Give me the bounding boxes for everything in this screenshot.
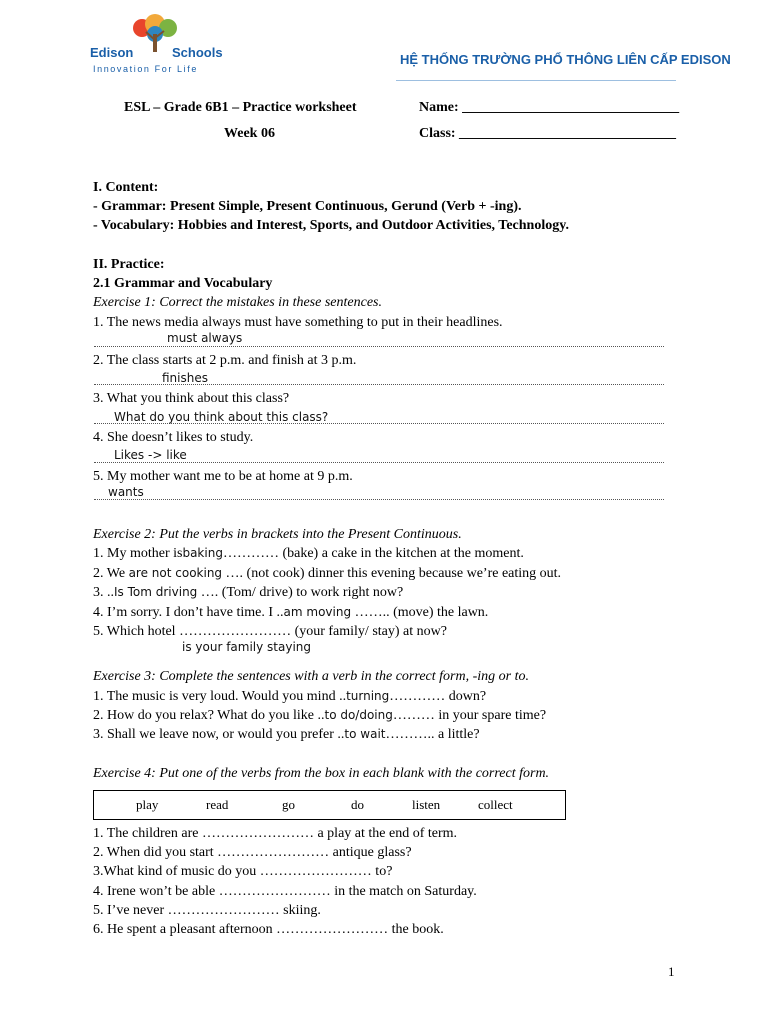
ex2-item-3-pre: 3. .. bbox=[93, 585, 114, 600]
ex1-answer-line-4[interactable] bbox=[94, 462, 664, 463]
box-word-read: read bbox=[206, 797, 229, 812]
ex1-answer-3: What do you think about this class? bbox=[114, 410, 329, 424]
header-divider bbox=[396, 80, 676, 81]
ex3-item-3-pre: 3. Shall we leave now, or would you prefer .. bbox=[93, 727, 345, 742]
box-word-collect: collect bbox=[478, 797, 513, 812]
ex1-answer-5: wants bbox=[108, 485, 144, 499]
content-heading: I. Content: bbox=[93, 180, 159, 195]
ex1-instruction: Exercise 1: Correct the mistakes in these sentences. bbox=[93, 295, 382, 310]
box-word-listen: listen bbox=[412, 797, 441, 812]
ex2-item-2-pre: 2. We bbox=[93, 566, 126, 581]
ex2-item-5 bbox=[93, 624, 447, 640]
ex4-item-4[interactable]: 4. Irene won’t be able …………………… in the match on Saturday. bbox=[93, 884, 477, 899]
ex2-item-2-post: …. (not cook) dinner this evening because we’re eating out. bbox=[225, 566, 562, 581]
ex3-item-3 bbox=[93, 727, 480, 743]
ex2-item-5-pre: 5. Which hotel bbox=[93, 624, 176, 639]
ex2-item-4-post: …….. (move) the lawn. bbox=[354, 605, 489, 620]
logo-edison: Edison bbox=[90, 45, 134, 60]
ex4-item-3[interactable]: 3.What kind of music do you …………………… to? bbox=[93, 864, 393, 879]
ex3-answer-2[interactable]: to do/doing bbox=[324, 708, 393, 722]
ex2-answer-4[interactable]: am moving bbox=[283, 605, 352, 619]
content-vocabulary: - Vocabulary: Hobbies and Interest, Sports, and Outdoor Activities, Technology. bbox=[93, 218, 569, 233]
ex1-item-4: 4. She doesn’t likes to study. bbox=[93, 430, 254, 445]
ex1-item-1: 1. The news media always must have something to put in their headlines. bbox=[93, 315, 503, 330]
content-grammar: - Grammar: Present Simple, Present Continuous, Gerund (Verb + -ing). bbox=[93, 199, 522, 214]
worksheet-title: ESL – Grade 6B1 – Practice worksheet bbox=[124, 100, 357, 115]
ex2-item-1 bbox=[93, 546, 524, 562]
practice-subheading: 2.1 Grammar and Vocabulary bbox=[93, 276, 273, 291]
ex2-item-4 bbox=[93, 605, 488, 621]
ex1-item-3: 3. What you think about this class? bbox=[93, 391, 290, 406]
ex4-instruction: Exercise 4: Put one of the verbs from the box in each blank with the correct form. bbox=[93, 766, 550, 781]
ex2-answer-5[interactable]: is your family staying bbox=[182, 640, 312, 654]
ex3-item-1-pre: 1. The music is very loud. Would you mind .. bbox=[93, 689, 347, 704]
ex3-item-2-pre: 2. How do you relax? What do you like .. bbox=[93, 708, 325, 723]
box-word-do: do bbox=[351, 797, 364, 812]
ex2-item-4-pre: 4. I’m sorry. I don’t have time. I .. bbox=[93, 605, 284, 620]
ex1-answer-2: finishes bbox=[162, 371, 208, 385]
ex3-item-2-post: ……… in your spare time? bbox=[392, 708, 547, 723]
ex3-item-3-post: ……….. a little? bbox=[385, 727, 480, 742]
ex2-item-3 bbox=[93, 585, 403, 601]
practice-heading: II. Practice: bbox=[93, 257, 165, 272]
ex3-instruction: Exercise 3: Complete the sentences with a verb in the correct form, -ing or to. bbox=[93, 669, 529, 684]
ex2-item-5-post: …………………… (your family/ stay) at now? bbox=[179, 624, 447, 639]
ex4-item-1[interactable]: 1. The children are …………………… a play at the end of term. bbox=[93, 826, 458, 841]
verb-box bbox=[93, 790, 566, 820]
school-logo bbox=[90, 14, 223, 76]
week-label: Week 06 bbox=[224, 126, 275, 141]
ex3-item-1-post: ………… down? bbox=[389, 689, 487, 704]
ex2-item-1-pre: 1. My mother is bbox=[93, 546, 183, 561]
ex2-instruction: Exercise 2: Put the verbs in brackets into the Present Continuous. bbox=[93, 527, 462, 542]
ex1-answer-4: Likes -> like bbox=[114, 448, 187, 462]
ex2-item-3-post: …. (Tom/ drive) to work right now? bbox=[200, 585, 404, 600]
ex3-item-1 bbox=[93, 689, 486, 705]
box-word-play: play bbox=[136, 797, 159, 812]
school-system-name: HỆ THỐNG TRƯỜNG PHỔ THÔNG LIÊN CẤP EDISON bbox=[400, 52, 731, 67]
ex1-answer-1: must always bbox=[167, 331, 243, 345]
ex3-answer-3[interactable]: to wait bbox=[344, 727, 386, 741]
logo-tagline: Innovation For Life bbox=[93, 64, 198, 74]
ex1-answer-line-1[interactable] bbox=[94, 346, 664, 347]
logo-schools: Schools bbox=[172, 45, 223, 60]
ex4-item-2[interactable]: 2. When did you start …………………… antique glass? bbox=[93, 845, 412, 860]
ex4-item-5[interactable]: 5. I’ve never …………………… skiing. bbox=[93, 903, 321, 918]
ex2-answer-2[interactable]: are not cooking bbox=[128, 566, 223, 580]
ex2-item-2 bbox=[93, 566, 561, 582]
ex2-answer-1[interactable]: baking bbox=[182, 546, 223, 560]
ex2-item-1-post: ………… (bake) a cake in the kitchen at the moment. bbox=[222, 546, 524, 561]
box-word-go: go bbox=[282, 797, 295, 812]
name-field[interactable]: Name: _______________________________ bbox=[419, 100, 680, 115]
ex2-answer-3[interactable]: Is Tom driving bbox=[114, 585, 198, 599]
ex3-item-2 bbox=[93, 708, 546, 724]
page-number: 1 bbox=[668, 964, 675, 979]
ex1-item-5: 5. My mother want me to be at home at 9 p.m. bbox=[93, 469, 353, 484]
ex4-item-6[interactable]: 6. He spent a pleasant afternoon …………………… the book. bbox=[93, 922, 444, 937]
ex1-item-2: 2. The class starts at 2 p.m. and finish at 3 p.m. bbox=[93, 353, 357, 368]
class-field[interactable]: Class: _______________________________ bbox=[419, 126, 677, 141]
ex3-answer-1[interactable]: turning bbox=[346, 689, 390, 703]
ex1-answer-line-5[interactable] bbox=[94, 499, 664, 500]
